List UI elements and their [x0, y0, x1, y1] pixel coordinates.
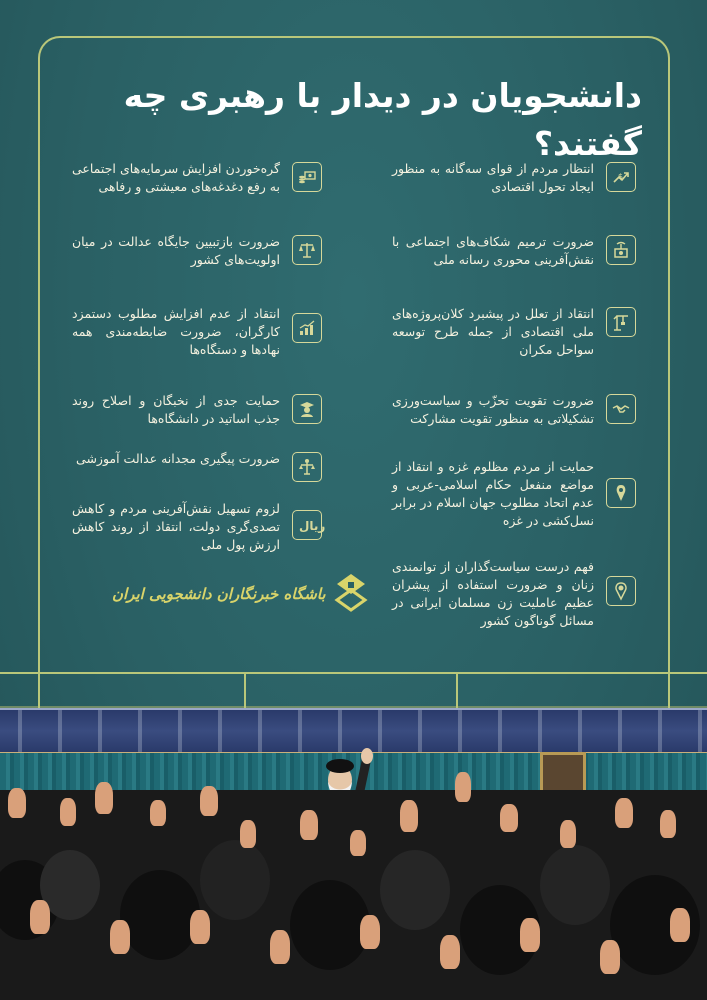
broadcast-media-icon: [606, 235, 636, 265]
point-item: [72, 392, 322, 428]
education-justice-icon: [292, 452, 322, 482]
page-title: دانشجویان در دیدار با رهبری چه گفتند؟: [123, 76, 642, 163]
frame-base-line: [0, 672, 707, 674]
construction-crane-icon: [606, 307, 636, 337]
woman-location-icon: [606, 576, 636, 606]
point-text: ضرورت ترمیم شکاف‌های اجتماعی با نقش‌آفرینی محوری رسانه ملی: [392, 234, 594, 267]
point-text: حمایت جدی از نخبگان و اصلاح روند جذب اساتید در دانشگاه‌ها: [72, 393, 280, 426]
money-stack-icon: [292, 162, 322, 192]
logo-text: باشگاه خبرنگاران دانشجویی ایران: [112, 585, 326, 603]
point-text: فهم درست سیاست‌گذاران از توانمندی زنان و ضرورت استفاده از پیشران عظیم عاملیت زن مسلمان ایرانی در مسائل گوناگون کشور: [392, 559, 594, 628]
frame-tick: [456, 672, 458, 708]
handshake-icon: [606, 394, 636, 424]
point-text: ضرورت تقویت تحزّب و سیاست‌ورزی تشکیلاتی به منظور تقویت مشارکت: [392, 393, 594, 426]
point-text: انتقاد از عدم افزایش مطلوب دستمزد کارگران، ضرورت ضابطه‌مندی همه نهادها و دستگاه‌ها: [72, 306, 280, 357]
point-item: [72, 160, 322, 196]
rising-chart-icon: [292, 313, 322, 343]
news-agency-logo-icon: [334, 572, 368, 616]
svg-text:$: $: [618, 172, 624, 181]
point-item: [392, 458, 636, 530]
svg-text:ریال: ریال: [299, 519, 326, 533]
news-agency-logo: [112, 572, 368, 616]
graduate-icon: [292, 394, 322, 424]
point-text: ضرورت بازتبیین جایگاه عدالت در میان اولویت‌های کشور: [72, 234, 280, 267]
point-text: ضرورت پیگیری مجدانه عدالت آموزشی: [76, 451, 280, 466]
map-pin-icon: [606, 478, 636, 508]
point-text: حمایت از مردم مظلوم غزه و انتقاد از مواضع منفعل حکام اسلامی-عربی و عدم اتحاد مطلوب جهان اسلام در برابر نسل‌کشی در غزه: [392, 459, 594, 528]
point-text: انتظار مردم از قوای سه‌گانه به منظور ایجاد تحول اقتصادی: [392, 161, 594, 194]
point-text: گره‌خوردن افزایش سرمایه‌های اجتماعی به رفع دغدغه‌های معیشتی و رفاهی: [72, 161, 280, 194]
point-item: [72, 233, 322, 269]
point-item: [392, 233, 636, 269]
frame-tick: [244, 672, 246, 708]
justice-scale-icon: [292, 235, 322, 265]
point-item: [72, 450, 322, 482]
frame-tick: [38, 672, 40, 708]
point-text: انتقاد از تعلل در پیشبرد کلان‌پروژه‌های ملی اقتصادی از جمله طرح توسعه سواحل مکران: [392, 306, 594, 357]
dollar-growth-icon: [606, 162, 636, 192]
audience-crowd: [0, 790, 707, 1000]
point-item: [392, 160, 636, 196]
point-item: [392, 305, 636, 359]
point-item: [72, 305, 322, 359]
point-item: [392, 558, 636, 630]
point-item: [72, 500, 326, 554]
rial-currency-icon: [292, 510, 326, 540]
point-item: [392, 392, 636, 428]
frame-tick: [668, 672, 670, 708]
point-text: لزوم تسهیل نقش‌آفرینی مردم و کاهش تصدی‌گری دولت، انتقاد از روند کاهش ارزش پول ملی: [72, 501, 280, 552]
